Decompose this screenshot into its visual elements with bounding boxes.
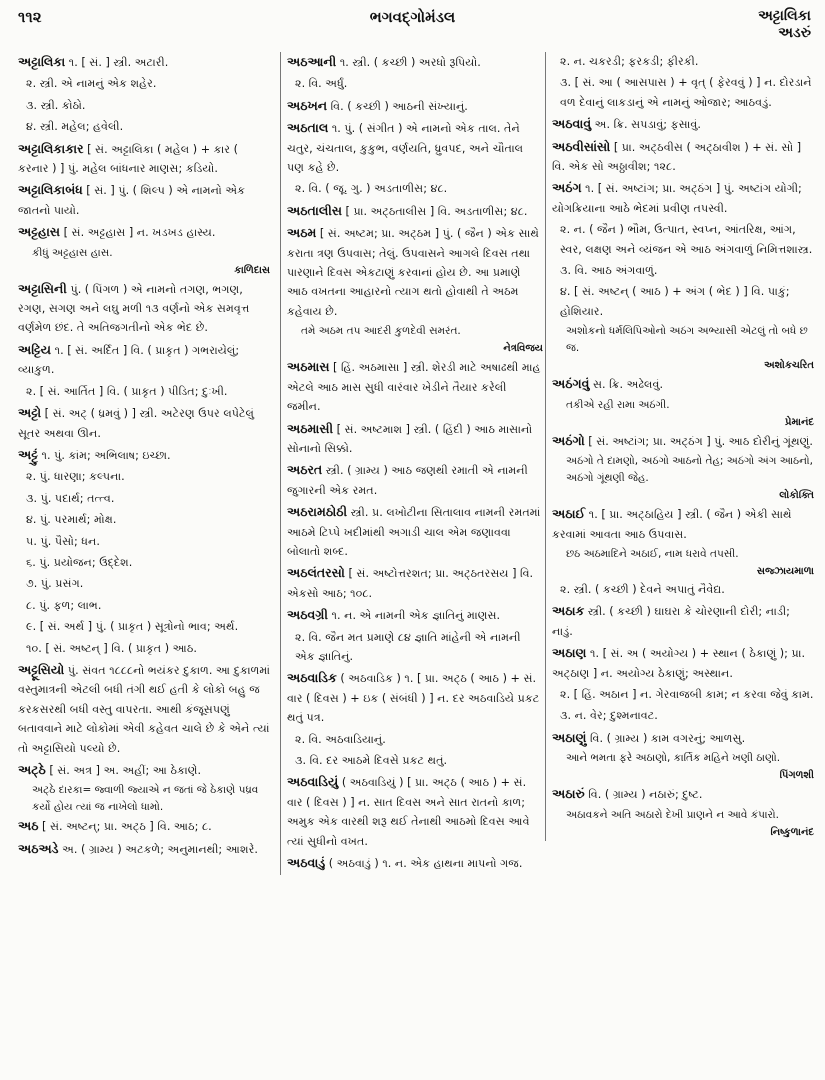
entry-sense [552,220,814,259]
definition: ( અઠવાડું ) ૧. ન. એક હાથના માપનો ગજ. [328,857,523,871]
headword: અટ્ટહાસ [18,224,61,240]
headword: અઠવાડું [287,855,326,871]
entry-sense [552,580,814,599]
definition: ૧. [ સં. અર્દિત ] વિ. ( પ્રાકૃત ) ગભરાયેલું; વ્યાકુળ. [18,343,240,377]
dictionary-entry [287,96,543,116]
dictionary-entry [18,816,270,836]
headword: અટ્ટું [18,446,38,462]
definition: ( અઠવાડિયું ) [ પ્રા. અટ્ઠ ( આઠ ) + સં. વાર ( દિવસ ) ] ન. સાત દિવસ અને સાત રાતનો કાળ; અમુક એક વારથી શરૂ થઈ તેનાથી આઠમો દિવસ આવે ત્યાં સુધીનો વખત. [287,776,530,848]
definition: [ સં. અટ્ ( ધ્રમવું ) ] સ્ત્રી. અટેરણ ઉપર લપેટેલું સૂતર અથવા ઊન. [18,407,255,440]
definition: ૫. પું. પૈસો; ધન. [26,534,100,548]
quote-text: તમે અઠમ તપ આદરી કુળદેવી સમરંત. [301,325,461,338]
page-number: ૧૧૨ [18,8,42,26]
definition: ૧. [ પ્રા. અટ્ઠાહિય ] સ્ત્રી. ( જૈન ) એકી સાથે કરવામાં આવતા આઠ ઉપવાસ. [552,508,792,541]
definition: ૭. પું. પ્રસંગ. [26,577,84,591]
quote-text: તકીએ રહી રામા અઠંગી. [566,398,670,411]
dictionary-entry [552,601,814,641]
entry-sense [18,617,270,636]
entry-sense [287,751,543,770]
quote-source: સજ્ઝાયમાળા [756,565,814,577]
dictionary-entry [287,668,543,727]
definition: ૩. [ સં. આ ( આસપાસ ) + વૃત્ ( ફેરવવું ) ] ન. દોરડાને વળ દેવાનું લાકડાનું એ નામનું ઓજાર; આઠવડું. [560,76,812,109]
quotation [18,245,270,279]
quotation [18,782,270,816]
quote-source: નેત્રવિજય [503,343,543,355]
headword: અઠંગો [552,432,585,448]
definition: સ્ત્રી. પ્ર. લખોટીના સિતાલાવ નામની રમતમાં આઠમે ટિપ્પે ખદીમાંથી અગાડી ચાલ એમ જણાવવા બોલાતો શબ્દ. [287,506,541,558]
definition: ૨. [ હિં. અઠાન ] ન. ગેરવાજબી કામ; ન કરવા જેવું કામ. [560,687,814,701]
definition: વિ. ( ગ્રામ્ય ) કામ વગરનું; આળસુ. [590,731,746,745]
column-3 [545,52,814,841]
definition: ૨. સ્ત્રી. એ નામનું એક શહેર. [26,77,157,91]
definition: ૨. વિ. અર્ધું. [295,77,348,91]
dictionary-entry [18,222,270,242]
definition: ૧. સ્ત્રી. ( કચ્છી ) અરધો રૂપિયો. [339,56,481,69]
definition: ૧. પું. કાંમ; અભિલાષ; ઇચ્છા. [41,448,171,462]
definition: ૨. પું. ધારણા; કલ્પના. [26,470,125,484]
definition: [ સં. અષ્ટોત્તરશત; પ્રા. અટ્ઠતરસય ] વિ. એકસો આઠ; ૧૦૮. [287,567,534,600]
definition: ૯. [ સં. અર્થ ] પું. ( પ્રાકૃત ) સૂત્રોનો ભાવ; અર્થ. [26,620,239,634]
quotation [552,807,814,841]
quote-text: અઠંગો તે દામણો, અઠંગો આઠનો તેહ; અઠંગો અંગ આઠનો, અઠંગો ગૂંથણી જેહ. [566,455,813,485]
definition: [ સં. અત્ર ] અ. અહીં; આ ઠેકાણે. [49,764,202,777]
quote-source: અશોકચરિત [764,360,814,372]
quote-source: લોકોક્તિ [779,490,814,502]
headword: અઠારું [552,786,585,802]
entry-sense [18,553,270,572]
headword: અઠરત [287,462,323,478]
quote-text: અશોકનો ધર્મલિપિઓનો અઠંગ અભ્યાસી એટલું તો બધે છ જ. [566,325,808,355]
definition: ૨. [ સં. આર્તિત ] વિ. ( પ્રાકૃત ) પીડિત; દુઃખી. [26,384,228,398]
quotation [552,453,814,504]
headword: અઠમાસી [287,420,334,436]
quote-text: અઠાવકને અતિ અઠારો દેખી પ્રાણને ન આવે કંપારો. [566,808,779,821]
definition: ૧. પું. ( સંગીત ) એ નામનો એક તાલ. તેને ચતુર, ચંચતાલ, કુકુભ, વર્ણયતિ, ધ્રુવપદ, અને ચૌતાલ પણ કહે છે. [287,122,524,175]
quote-text: આને ભમતા ફરે અઠાણો, કાર્તિક મહિને ખણી ઠાણો. [566,752,781,765]
dictionary-entry [552,178,814,218]
headword: અઠમાસ [287,359,330,375]
entry-sense [18,489,270,508]
entry-sense [552,73,814,112]
dictionary-entry [18,139,270,179]
dictionary-entry [287,357,543,416]
definition: [ પ્રા. અટ્ઠવીસ ( અટ્ઠાવીશ ) + સં. સો ] વિ. એક સો અઠ્ઠાવીશ; ૧૨૮. [552,140,802,174]
entry-sense [552,282,814,321]
entry-sense [552,261,814,280]
definition: [ સં. ] પું. ( શિલ્પ ) એ નામનો એક જાતનો પાયો. [18,184,246,217]
entry-sense [18,596,270,615]
dictionary-entry [18,279,270,338]
headword: અટ્ટાલિકાબંધ [18,182,83,198]
dictionary-entry [552,137,814,177]
definition: સ્ત્રી. ( ગ્રામ્ય ) આઠ જણથી રમાતી એ નામની જુગારની એક રમત. [287,464,528,497]
definition: અ. ક્રિ. સપડાવું; ફસાવું. [594,118,701,132]
headword: અઠવાડિયું [287,774,339,790]
headword: અઠમ [287,225,317,241]
entry-sense [552,685,814,704]
dictionary-entry [552,643,814,683]
quotation [552,397,814,431]
dictionary-entry [287,853,543,873]
definition: ૮. પું. ફળ; લાભ. [26,598,102,612]
definition: પું. ( પિંગળ ) એ નામનો તગણ, ભગણ, રગણ, સગણ અને લઘુ મળી ૧૩ વર્ણનો એક સમવૃત્ત વર્ણમેળ છંદ. તે અતિજગતીનો એક ભેદ છે. [18,282,250,335]
headword: અઠંગવું [552,376,590,392]
dictionary-entry [18,660,270,758]
guide-word-last: અડરું [778,25,811,41]
quotation [287,323,543,357]
headword: અઠલંતરસો [287,565,345,581]
headword: અઠવાડિક [287,670,337,686]
dictionary-entry [287,223,543,321]
dictionary-entry [287,563,543,603]
dictionary-entry [287,201,543,221]
entry-sense [287,628,543,667]
dictionary-entry [18,180,270,220]
entry-sense [18,96,270,115]
definition: ૩. વિ. આઠ અંગવાળું. [560,264,658,278]
quote-source: નિષ્કુળાનંદ [770,826,814,838]
quote-source: પિંગળશી [779,770,814,782]
headword: અઠઅડે [18,840,59,856]
headword: અટ્ઠે [18,762,46,777]
entry-sense [287,730,543,749]
dictionary-entry [287,605,543,625]
definition: ૧. ન. એ નામની એક જ્ઞાતિનું માણસ. [331,609,501,623]
headword: અઠાક [552,603,585,619]
definition: ૩. વિ. દર આઠમે દિવસે પ્રકટ થતું. [295,754,448,767]
definition: પું. સંવત ૧૮૮૮નો ભયંકર દુકાળ. આ દુકાળમાં વસ્તુમાત્રની એટલી બધી તંગી થઈ હતી કે લોકો બહુ જ કરકસરથી બધી વસ્તુ વાપરતા. આથી કંજૂસપણું બતાવવાને માટે લોકોમાં એવી કહેવત ચાલે છે કે એને ત્યાં તો અટ્ટાસિયો પલ્યો છે. [18,663,270,755]
definition: ૧. [ સં. ] સ્ત્રી. અટારી. [68,56,169,69]
dictionary-entry [18,445,270,465]
definition: ૧૦. [ સં. અષ્ટન્ ] વિ. ( પ્રાકૃત ) આઠ. [26,641,197,655]
quotation [552,546,814,580]
entry-sense [287,74,543,93]
quotation [552,750,814,784]
dictionary-entry [287,772,543,851]
dictionary-entry [18,340,270,380]
headword: અઠાણું [552,729,587,745]
entry-sense [18,510,270,529]
definition: ૨. વિ. અઠવાડિયાનું. [295,732,386,746]
headword: અઠ [18,818,39,834]
definition: ૧. [ સં. અ ( અયોગ્ય ) + સ્થાન ( ઠેકાણું ); પ્રા. અટ્ઠાણ ] ન. અયોગ્ય ઠેકાણું; અસ્થાન. [552,647,806,680]
definition: ૩. સ્ત્રી. કોઠો. [26,98,86,112]
entry-sense [18,467,270,486]
definition: વિ. ( કચ્છી ) આઠની સંખ્યાનું. [330,99,468,113]
dictionary-entry [18,760,270,780]
headword: અટ્ટૂસિયો [18,661,65,677]
headword: અઠતાલીસ [287,202,342,218]
definition: ૪. [ સં. અષ્ટન્ ( આઠ ) + અંગ ( ભેદ ) ] વિ. પાકું; હોશિયાર. [560,285,790,318]
headword: અટ્ટિય [18,341,52,357]
definition: ૬. પું. પ્રયોજન; ઉદ્દેશ. [26,555,133,569]
definition: ૪. સ્ત્રી. મહેલ; હવેલી. [26,120,124,134]
headword: અઠઆની [287,54,337,69]
quote-text: કીધું અટ્ટહાસ હાસ. [32,246,113,259]
definition: ૪. પું. પરમાર્થ; મોક્ષ. [26,513,117,527]
definition: ૩. પું. પદાર્થ; તત્ત્વ. [26,491,115,505]
definition: [ સં. અટ્ટાલિકા ( મહેલ ) + કાર ( કરનાર ) ] પું. મહેલ બાંધનાર માણસ; કડિયો. [18,142,238,176]
entry-sense [552,706,814,725]
guide-words [758,8,811,42]
definition: ૨. વિ. ( જૂ. ગુ. ) અડતાળીસ; ૪૮. [295,182,448,196]
headword: અટ્ટાસિની [18,280,67,296]
column-2 [280,52,543,875]
headword: અઠંગ [552,180,582,196]
headword: અઠાઈ [552,506,586,522]
entry-sense [18,74,270,93]
guide-word-first: અટ્ટાલિકા [758,8,811,24]
definition: [ સં. અષ્ટન્; પ્રા. અટ્ઠ ] વિ. આઠ; ૮. [42,820,212,834]
dictionary-entry [287,460,543,500]
definition: [ સં. અષ્ટમ; પ્રા. અટ્ઠમ ] પું. ( જૈન ) એક સાથે કરાતા ત્રણ ઉપવાસ; તેલું. ઉપવાસને આગલે દિવસ તથા પારણાને દિવસ એકટાણું કરવાનાં હોય છે. આ પ્રમાણે આઠ વખતના આહારનો ત્યાગ થતો હોવાથી તે અઠમ કહેવાય છે. [287,227,539,318]
dictionary-entry [287,118,543,177]
definition: [ સં. અષ્ટમાશ ] સ્ત્રી. ( હિંદી ) આઠ માસાનો સોનાનો સિક્કો. [287,422,533,455]
headword: અઠતાલ [287,120,329,136]
definition: અ. ( ગ્રામ્ય ) અટકળે; અનુમાનથી; આશરે. [62,842,258,856]
headword: અઠવીસાંસો [552,138,611,154]
definition: [ પ્રા. અટ્ઠતાલીસ ] વિ. અડતાળીસ; ૪૮. [345,204,528,218]
definition: ૨. ન. ચકરડી; ફરકડી; ફીરકી. [560,55,699,68]
dictionary-entry [552,431,814,451]
definition: ૨. વિ. જૈન મત પ્રમાણે ૮૪ જ્ઞાતિ માંહેની એ નામની એક જ્ઞાતિનું. [295,630,521,663]
dictionary-entry [287,419,543,459]
definition: [ સં. અષ્ટાંગ; પ્રા. અટ્ઠંગ ] પું. આઠ દોરીનું ગૂંથણું. [588,434,813,448]
entry-sense [18,639,270,658]
quote-text: છઠ અઠમાદિને અઠાઈ, નામ ધરાવે તપસી. [566,547,739,560]
dictionary-entry [287,52,543,72]
definition: [ હિં. અઠમાસા ] સ્ત્રી. શેરડી માટે અષાઢથી માહ એટલે આઠ માસ સુધી વારંવાર ખેડીને તૈયાર કરેલી જમીન. [287,361,541,414]
dictionary-entry [552,728,814,748]
definition: સ્ત્રી. ( કચ્છી ) ઘાઘરા કે ચોરણાની દોરી; નાડી; નાડું. [552,605,790,638]
headword: અઠવગ્રી [287,607,328,623]
entry-sense [18,117,270,136]
definition: વિ. ( ગ્રામ્ય ) નઠારું; દુષ્ટ. [588,788,703,802]
dictionary-entry [552,114,814,134]
definition: ૧. [ સં. અષ્ટાંગ; પ્રા. અટ્ઠંગ ] પું. અષ્ટાંગ યોગી; યોગક્રિયાના આઠે ભેદમાં પ્રવીણ તપસ્વી. [552,182,802,215]
headword: અટ્ટો [18,405,42,421]
quote-source: કાળિદાસ [234,264,270,276]
headword: અટ્ટાલિકાકાર [18,140,84,156]
headword: અટ્ટાલિકા [18,54,66,69]
entry-sense [18,574,270,593]
entry-sense [287,179,543,198]
dictionary-entry [552,784,814,804]
quote-source: પ્રેમાનંદ [784,416,814,428]
dictionary-entry [18,839,270,859]
definition: ( અઠવાડિક ) ૧. [ પ્રા. અટ્ઠ ( આઠ ) + સં. વાર ( દિવસ ) + ઇક ( સંબંધી ) ] ન. દર અઠવાડિયે પ્રકટ થતું પત્ર. [287,672,540,725]
headword: અઠરામઠોઠી [287,504,348,520]
definition: ૨. સ્ત્રી. ( કચ્છી ) દેવને અપાતું નૈવેદ્ય. [560,582,725,596]
entry-sense [18,532,270,551]
definition: ૩. ન. વેર; દુશ્મનાવટ. [560,709,658,723]
definition: સ. ક્રિ. અઢેલવું. [592,378,664,392]
headword: અઠખન [287,97,328,113]
headword: અઠવાવું [552,116,592,132]
column-1 [18,52,270,861]
definition: [ સં. અટ્ટહાસ ] ન. ખડખડ હાસ્ય. [63,226,216,240]
dictionary-entry [552,504,814,544]
entry-sense [18,382,270,401]
dictionary-entry [552,374,814,394]
quote-text: અટ્ઠે દારકા= જ્વાળી જ્યાએ ન જતાં જે ઠેકાણે પધ્રવ કર્યો હોય ત્યાં જ નાખેલો ધામો. [32,784,259,814]
quotation [552,323,814,374]
definition: ૨. ન. ( જૈન ) ભૌમ, ઉત્પાત, સ્વપ્ન, આંતરિક્ષ, આંગ, સ્વર, લક્ષણ અને વ્યંજન એ આઠ અંગવાળું નિમિત્તશાસ્ત્ર. [560,223,813,256]
headword: અઠાણ [552,645,587,661]
entry-sense [552,52,814,71]
dictionary-entry [18,403,270,443]
running-title: ભગવદ્ગોમંડલ [369,8,456,26]
dictionary-entry [287,502,543,561]
dictionary-entry [18,52,270,72]
